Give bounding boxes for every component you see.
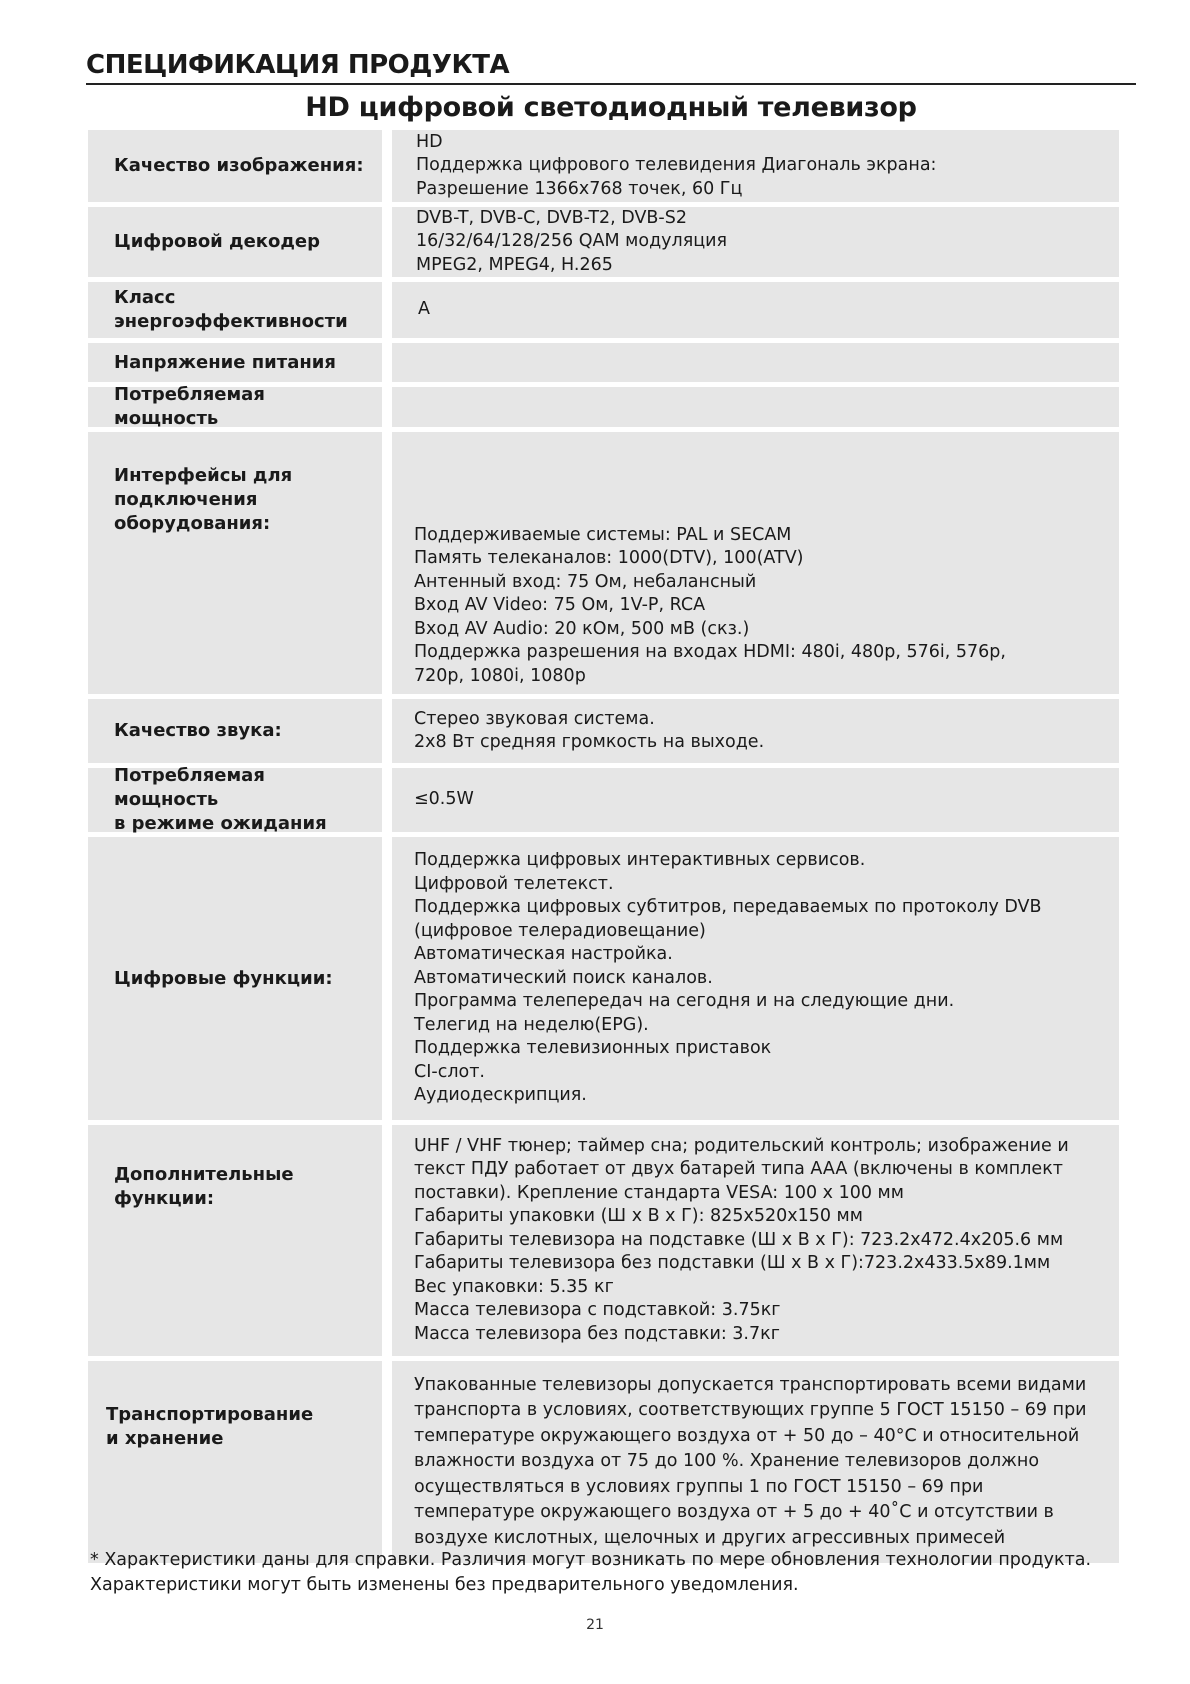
spec-value <box>392 207 1119 277</box>
spec-label: Качество звука: <box>88 699 382 763</box>
spec-line: Поддерживаемые системы: PAL и SECAM <box>414 524 792 545</box>
spec-value <box>392 837 1119 1120</box>
spec-row-digital-decoder <box>88 207 1119 277</box>
spec-label: Интерфейсы для подключения оборудования: <box>88 432 382 694</box>
spec-row-transport-storage <box>88 1361 1119 1563</box>
spec-line: HD <box>416 131 443 152</box>
spec-label: Дополнительные функции: <box>88 1125 382 1356</box>
spec-line: Автоматическая настройка. <box>414 944 673 965</box>
spec-line: Поддержка разрешения на входах HDMI: 480i, 480p, 576i, 576p, <box>414 642 1006 662</box>
spec-line: Габариты телевизора на подставке (Ш x В x Г): 723.2x472.4x205.6 мм <box>414 1229 1064 1250</box>
spec-row-digital-functions <box>88 837 1119 1120</box>
spec-line: Габариты упаковки (Ш x В x Г): 825x520x150 мм <box>414 1206 863 1227</box>
spec-value <box>392 387 1119 427</box>
spec-line: Поддержка цифровых субтитров, передаваемых по протоколу DVB <box>414 897 1042 918</box>
spec-value <box>392 768 1119 832</box>
spec-line: Аудиодескрипция. <box>414 1085 587 1106</box>
spec-line: 720p, 1080i, 1080p <box>414 665 586 686</box>
spec-line: MPEG2, MPEG4, H.265 <box>416 254 613 275</box>
spec-line: Память телеканалов: 1000(DTV), 100(ATV) <box>414 548 804 568</box>
spec-line: Антенный вход: 75 Ом, небалансный <box>414 571 757 592</box>
spec-table <box>88 130 1119 1568</box>
spec-line: текст ПДУ работает от двух батарей типа AAA (включены в комплект <box>414 1159 1063 1180</box>
spec-line: 16/32/64/128/256 QAM модуляция <box>416 231 728 252</box>
spec-line: Автоматический поиск каналов. <box>414 967 713 988</box>
spec-line: Масса телевизора без подставки: 3.7кг <box>414 1323 780 1344</box>
spec-row-sound-quality <box>88 699 1119 763</box>
spec-row-interfaces <box>88 432 1119 694</box>
spec-label: Транспортирование и хранение <box>88 1361 382 1563</box>
spec-line: UHF / VHF тюнер; таймер сна; родительский контроль; изображение и <box>414 1135 1069 1156</box>
spec-line: Вход AV Video: 75 Ом, 1V-P, RCA <box>414 595 706 615</box>
spec-line: Габариты телевизора без подставки (Ш x В x Г):723.2x433.5x89.1мм <box>414 1253 1051 1274</box>
spec-row-supply-voltage <box>88 343 1119 382</box>
spec-row-picture-quality <box>88 130 1119 202</box>
spec-line: Поддержка телевизионных приставок <box>414 1038 772 1059</box>
spec-value <box>392 699 1119 763</box>
spec-row-standby-power <box>88 765 1119 834</box>
spec-line: поставки). Крепление стандарта VESA: 100 x 100 мм <box>414 1182 904 1203</box>
spec-line: Поддержка цифрового телевидения Диагональ экрана: <box>416 155 937 176</box>
spec-line: Программа телепередач на сегодня и на следующие дни. <box>414 991 955 1012</box>
spec-line: Телегид на неделю(EPG). <box>414 1014 649 1035</box>
spec-value <box>392 432 1119 694</box>
spec-line: A <box>418 299 430 320</box>
spec-value <box>392 130 1119 202</box>
spec-label: Потребляемая мощность <box>88 387 382 427</box>
spec-label: Напряжение питания <box>88 343 382 382</box>
spec-line: Стерео звуковая система. <box>414 708 655 729</box>
spec-label: Класс энергоэффективности <box>88 282 382 338</box>
spec-value <box>392 343 1119 382</box>
spec-line: 2x8 Вт средняя громкость на выходе. <box>414 732 765 752</box>
spec-line: Поддержка цифровых интерактивных сервисов. <box>414 850 866 871</box>
page-title: СПЕЦИФИКАЦИЯ ПРОДУКТА <box>86 50 1136 85</box>
page-number: 21 <box>586 1617 604 1633</box>
spec-paragraph: Упакованные телевизоры допускается транспортировать всеми видами транспорта в условиях, соответствующих группе 5 ГОСТ 15150 – 69 при температуре окружающего воздуха от + 50 до – 40°C и относительной влажности воздуха от 75 до 100 %. Хранение телевизоров должно осуществляться в условиях группы 1 по ГОСТ 15150 – 69 при температуре окружающего воздуха от + 5 до + 40˚С и отсутствии в воздухе кислотных, щелочных и других агрессивных примесей <box>414 1374 1087 1548</box>
spec-line: Разрешение 1366x768 точек, 60 Гц <box>416 178 743 199</box>
spec-row-additional-functions <box>88 1125 1119 1356</box>
product-title: HD цифровой светодиодный телевизор <box>305 92 917 123</box>
spec-line: DVB-T, DVB-C, DVB-T2, DVB-S2 <box>416 207 687 228</box>
spec-row-energy-class <box>88 282 1119 338</box>
spec-line: Масса телевизора с подставкой: 3.75кг <box>414 1300 781 1321</box>
footnote: * Характеристики даны для справки. Различия могут возникать по мере обновления технологии продукта. Характеристики могут быть изменены без предварительного уведомления. <box>90 1550 1092 1595</box>
spec-value <box>392 1125 1119 1356</box>
spec-value <box>392 1361 1119 1563</box>
spec-line: (цифровое телерадиовещание) <box>414 920 706 941</box>
spec-line: CI-слот. <box>414 1061 485 1082</box>
spec-line: Вход AV Audio: 20 кОм, 500 мВ (скз.) <box>414 618 750 639</box>
spec-label: Цифровые функции: <box>88 837 382 1120</box>
spec-line: ≤0.5W <box>414 789 474 810</box>
spec-label: Цифровой декодер <box>88 207 382 277</box>
spec-value <box>392 282 1119 338</box>
spec-line: Вес упаковки: 5.35 кг <box>414 1276 614 1297</box>
spec-line: Цифровой телетекст. <box>414 873 614 894</box>
spec-row-power-consumption <box>88 384 1119 429</box>
spec-label: Качество изображения: <box>88 130 382 202</box>
spec-label: Потребляемая мощность в режиме ожидания <box>88 768 382 832</box>
